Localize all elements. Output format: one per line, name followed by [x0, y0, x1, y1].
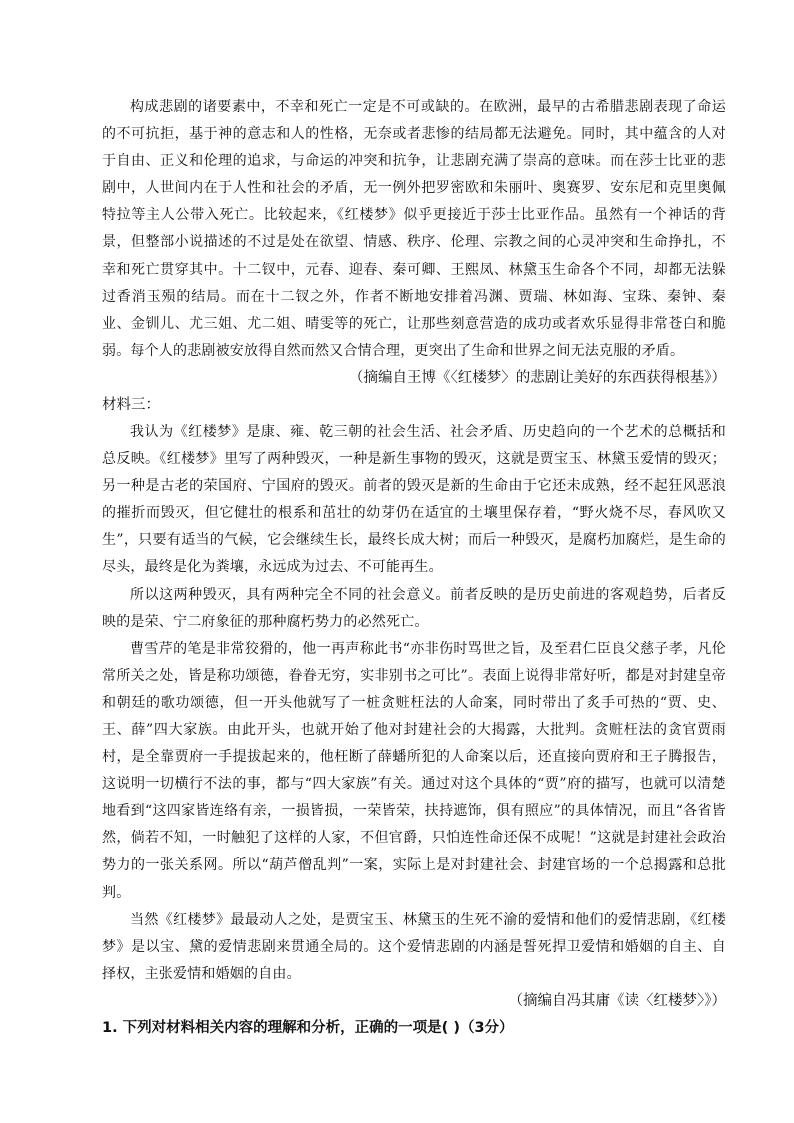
- material3-heading: 材料三：: [102, 396, 160, 413]
- material3-paragraph-4: 当然《红楼梦》最最动人之处，是贾宝玉、林黛玉的生死不渝的爱情和他们的爱情悲剧，《红楼梦》是以宝、黛的爱情悲剧来贯通全局的。这个爱情悲剧的内涵是誓死捍卫爱情和婚姻的自主、自择权，主张爱情和婚姻的自由。: [102, 911, 726, 982]
- material2-source: （摘编自王博《〈红楼梦〉的悲剧让美好的东西获得根基》）: [349, 369, 726, 386]
- question-1: 1. 下列对材料相关内容的理解和分析，正确的一项是( )（3分）: [102, 1019, 514, 1036]
- material3-paragraph-2: 所以这两种毁灭，具有两种完全不同的社会意义。前者反映的是历史前进的客观趋势，后者反映的是荣、宁二府象征的那种腐朽势力的必然死亡。: [102, 586, 726, 630]
- material2-paragraph: 构成悲剧的诸要素中，不幸和死亡一定是不可或缺的。在欧洲，最早的古希腊悲剧表现了命运的不可抗拒，基于神的意志和人的性格，无奈或者悲惨的结局都无法避免。同时，其中蕴含的人对于自由、正义和伦理的追求，与命运的冲突和抗争，让悲剧充满了崇高的意味。而在莎士比亚的悲剧中，人世间内在于人性和社会的矛盾，无一例外把罗密欧和朱丽叶、奥赛罗、安东尼和克里奥佩特拉等主人公带入死亡。比较起来，《红楼梦》似乎更接近于莎士比亚作品。虽然有一个神话的背景，但整部小说描述的不过是处在欲望、情感、秩序、伦理、宗教之间的心灵冲突和生命挣扎，不幸和死亡贯穿其中。十二钗中，元春、迎春、秦可卿、王熙凤、林黛玉生命各个不同，却都无法躲过香消玉殒的结局。而在十二钗之外，作者不断地安排着冯渊、贾瑞、林如海、宝珠、秦钟、秦业、金钏儿、尤三姐、尤二姐、晴雯等的死亡，让那些刻意营造的成功或者欢乐显得非常苍白和脆弱。每个人的悲剧被安放得自然而然又合情合理，更突出了生命和世界之间无法克服的矛盾。: [102, 99, 726, 359]
- material3-paragraph-1: 我认为《红楼梦》是康、雍、乾三朝的社会生活、社会矛盾、历史趋向的一个艺术的总概括和总反映。《红楼梦》里写了两种毁灭，一种是新生事物的毁灭，这就是贾宝玉、林黛玉爱情的毁灭；另一种是古老的荣国府、宁国府的毁灭。前者的毁灭是新的生命由于它还未成熟，经不起狂风恶浪的摧折而毁灭，但它健壮的根系和茁壮的幼芽仍在适宜的土壤里保存着，“野火烧不尽，春风吹又生”，只要有适当的气候，它会继续生长，最终长成大树；而后一种毁灭，是腐朽加腐烂，是生命的尽头，最终是化为粪壤，永远成为过去、不可能再生。: [102, 423, 726, 576]
- material3-source: （摘编自冯其庸《读〈红楼梦〉》）: [508, 992, 726, 1009]
- material3-paragraph-3: 曹雪芹的笔是非常狡猾的，他一再声称此书“亦非伤时骂世之旨，及至君仁臣良父慈子孝，凡伦常所关之处，皆是称功颂德，眷眷无穷，实非别书之可比”。表面上说得非常好听，都是对封建皇帝和朝廷的歌功颂德，但一开头他就写了一桩贪赃枉法的人命案，同时带出了炙手可热的“贾、史、王、薛”四大家族。由此开头，也就开始了他对封建社会的大揭露，大批判。贪赃枉法的贪官贾雨村，是全靠贾府一手提拔起来的，他枉断了薛蟠所犯的人命案以后，还直接向贾府和王子腾报告，这说明一切横行不法的事，都与“四大家族”有关。通过对这个具体的“贾”府的描写，也就可以清楚地看到“这四家皆连络有亲，一损皆损，一荣皆荣，扶持遮饰，俱有照应”的具体情况，而且“各省皆然，倘若不知，一时触犯了这样的人家，不但官爵，只怕连性命还保不成呢！”这就是封建社会政治势力的一张关系网。所以“葫芦僧乱判”一案，实际上是对封建社会、封建官场的一个总揭露和总批判。: [102, 640, 726, 901]
- document-content: [102, 94, 726, 1042]
